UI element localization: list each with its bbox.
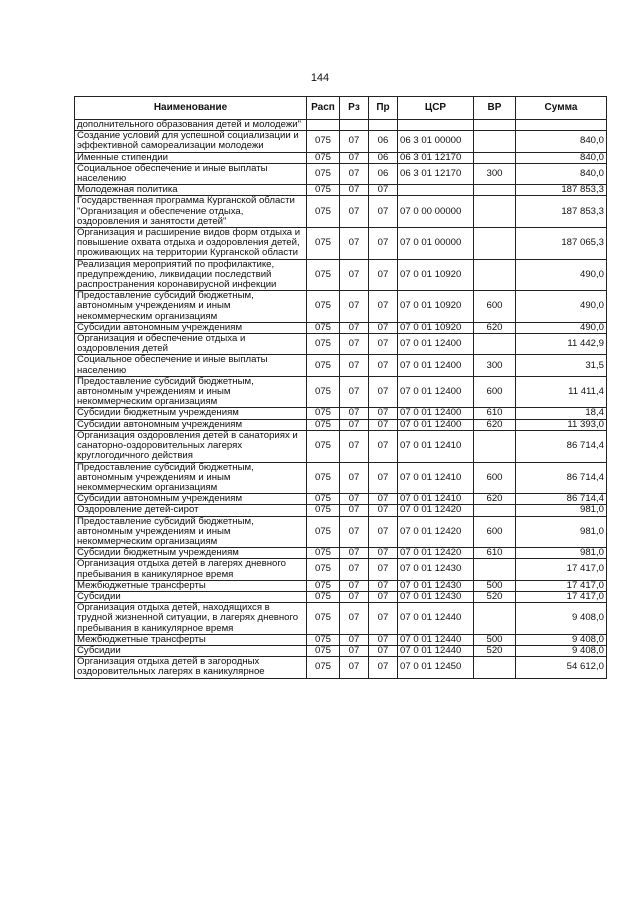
cell-rasp: 075 xyxy=(307,505,340,516)
table-row xyxy=(75,196,607,228)
cell-rz: 07 xyxy=(340,657,369,678)
table-row xyxy=(75,376,607,408)
cell-rasp: 075 xyxy=(307,152,340,163)
cell-name: Субсидии автономным учреждениям xyxy=(75,494,307,505)
cell-csr: 07 0 01 12440 xyxy=(398,645,474,656)
page-number: 144 xyxy=(310,72,330,84)
cell-name: Межбюджетные трансферты xyxy=(75,580,307,591)
cell-pr: 07 xyxy=(369,494,398,505)
cell-pr: 06 xyxy=(369,163,398,184)
cell-pr: 07 xyxy=(369,634,398,645)
cell-name: Субсидии автономным учреждениям xyxy=(75,322,307,333)
cell-rasp: 075 xyxy=(307,430,340,462)
cell-pr: 07 xyxy=(369,645,398,656)
cell-rz: 07 xyxy=(340,152,369,163)
cell-sum: 981,0 xyxy=(516,505,607,516)
cell-rz: 07 xyxy=(340,505,369,516)
cell-rz: 07 xyxy=(340,430,369,462)
cell-csr: 07 0 01 12440 xyxy=(398,634,474,645)
cell-pr: 06 xyxy=(369,131,398,152)
cell-csr: 07 0 01 12400 xyxy=(398,408,474,419)
cell-sum: 840,0 xyxy=(516,152,607,163)
cell-vr: 620 xyxy=(474,494,516,505)
cell-name: Создание условий для успешной социализации и эффективной самореализации молодежи xyxy=(75,131,307,152)
table-row xyxy=(75,259,607,291)
cell-csr: 07 0 00 00000 xyxy=(398,196,474,228)
budget-table xyxy=(74,96,607,679)
cell-pr: 07 xyxy=(369,334,398,355)
cell-pr: 07 xyxy=(369,657,398,678)
cell-csr: 07 0 01 00000 xyxy=(398,228,474,260)
cell-vr: 500 xyxy=(474,580,516,591)
table-row xyxy=(75,462,607,494)
cell-name: Организация и обеспечение отдыха и оздоровления детей xyxy=(75,334,307,355)
cell-pr: 07 xyxy=(369,505,398,516)
cell-rz: 07 xyxy=(340,462,369,494)
table-row xyxy=(75,163,607,184)
cell-pr: 07 xyxy=(369,603,398,635)
cell-rasp: 075 xyxy=(307,494,340,505)
cell-name: Субсидии автономным учреждениям xyxy=(75,419,307,430)
cell-name: Предоставление субсидий бюджетным, автономным учреждениям и иным некоммерческим организациям xyxy=(75,516,307,548)
cell-rz: 07 xyxy=(340,548,369,559)
cell-sum: 187 853,3 xyxy=(516,185,607,196)
cell-vr xyxy=(474,120,516,131)
cell-rz: 07 xyxy=(340,196,369,228)
cell-csr: 06 3 01 00000 xyxy=(398,131,474,152)
cell-csr: 07 0 01 12420 xyxy=(398,505,474,516)
header-pr: Пр xyxy=(369,97,398,120)
cell-pr: 07 xyxy=(369,185,398,196)
cell-csr: 07 0 01 12450 xyxy=(398,657,474,678)
cell-rasp: 075 xyxy=(307,291,340,323)
cell-vr: 600 xyxy=(474,462,516,494)
cell-csr: 07 0 01 12400 xyxy=(398,334,474,355)
table-row xyxy=(75,603,607,635)
cell-sum: 981,0 xyxy=(516,548,607,559)
cell-rasp: 075 xyxy=(307,548,340,559)
cell-pr: 07 xyxy=(369,259,398,291)
table-row xyxy=(75,291,607,323)
cell-name: дополнительного образования детей и молодежи" xyxy=(75,120,307,131)
cell-rasp: 075 xyxy=(307,185,340,196)
cell-sum: 17 417,0 xyxy=(516,559,607,580)
table-row xyxy=(75,580,607,591)
header-sum: Сумма xyxy=(516,97,607,120)
cell-rz: 07 xyxy=(340,355,369,376)
cell-vr xyxy=(474,657,516,678)
header-rz: Рз xyxy=(340,97,369,120)
table-row xyxy=(75,355,607,376)
cell-sum: 11 442,9 xyxy=(516,334,607,355)
cell-rasp: 075 xyxy=(307,419,340,430)
table-row xyxy=(75,419,607,430)
cell-sum: 54 612,0 xyxy=(516,657,607,678)
cell-vr: 600 xyxy=(474,516,516,548)
cell-name: Субсидии xyxy=(75,591,307,602)
cell-rz: 07 xyxy=(340,494,369,505)
cell-csr: 07 0 01 12420 xyxy=(398,516,474,548)
cell-name: Предоставление субсидий бюджетным, автономным учреждениям и иным некоммерческим организациям xyxy=(75,376,307,408)
table-row xyxy=(75,430,607,462)
cell-name: Социальное обеспечение и иные выплаты населению xyxy=(75,355,307,376)
cell-pr: 07 xyxy=(369,419,398,430)
cell-rz: 07 xyxy=(340,580,369,591)
cell-rz: 07 xyxy=(340,334,369,355)
cell-csr: 07 0 01 10920 xyxy=(398,322,474,333)
cell-vr xyxy=(474,228,516,260)
cell-csr: 07 0 01 12400 xyxy=(398,355,474,376)
header-name: Наименование xyxy=(75,97,307,120)
cell-csr: 06 3 01 12170 xyxy=(398,163,474,184)
cell-rasp xyxy=(307,120,340,131)
cell-rasp: 075 xyxy=(307,131,340,152)
cell-name: Социальное обеспечение и иные выплаты населению xyxy=(75,163,307,184)
cell-vr xyxy=(474,334,516,355)
cell-vr xyxy=(474,196,516,228)
table-row xyxy=(75,322,607,333)
cell-name: Предоставление субсидий бюджетным, автономным учреждениям и иным некоммерческим организациям xyxy=(75,291,307,323)
cell-sum: 9 408,0 xyxy=(516,603,607,635)
cell-vr xyxy=(474,259,516,291)
cell-rz: 07 xyxy=(340,131,369,152)
cell-rasp: 075 xyxy=(307,228,340,260)
cell-rz: 07 xyxy=(340,376,369,408)
header-rasp: Расп xyxy=(307,97,340,120)
cell-rz: 07 xyxy=(340,291,369,323)
table-row xyxy=(75,591,607,602)
cell-rasp: 075 xyxy=(307,376,340,408)
cell-csr: 07 0 01 12440 xyxy=(398,603,474,635)
cell-sum: 840,0 xyxy=(516,131,607,152)
cell-csr: 07 0 01 10920 xyxy=(398,259,474,291)
cell-pr: 07 xyxy=(369,548,398,559)
cell-sum: 9 408,0 xyxy=(516,645,607,656)
cell-name: Оздоровление детей-сирот xyxy=(75,505,307,516)
cell-rz xyxy=(340,120,369,131)
cell-rz: 07 xyxy=(340,185,369,196)
table-row xyxy=(75,657,607,678)
cell-name: Реализация мероприятий по профилактике, предупреждению, ликвидации последствий распространения коронавирусной инфекции xyxy=(75,259,307,291)
cell-name: Организация отдыха детей в лагерях дневного пребывания в каникулярное время xyxy=(75,559,307,580)
cell-vr: 600 xyxy=(474,376,516,408)
cell-sum: 840,0 xyxy=(516,163,607,184)
cell-name: Организация и расширение видов форм отдыха и повышение охвата отдыха и оздоровления детей, проживающих на территории Курганской области xyxy=(75,228,307,260)
cell-sum: 86 714,4 xyxy=(516,462,607,494)
cell-sum: 18,4 xyxy=(516,408,607,419)
cell-vr: 610 xyxy=(474,408,516,419)
cell-rz: 07 xyxy=(340,603,369,635)
table-row xyxy=(75,559,607,580)
cell-vr: 620 xyxy=(474,322,516,333)
cell-pr: 07 xyxy=(369,376,398,408)
cell-rasp: 075 xyxy=(307,355,340,376)
table-body xyxy=(75,120,607,679)
cell-pr: 07 xyxy=(369,559,398,580)
cell-name: Организация отдыха детей, находящихся в трудной жизненной ситуации, в лагерях дневного пребывания в каникулярное время xyxy=(75,603,307,635)
cell-rz: 07 xyxy=(340,163,369,184)
cell-name: Межбюджетные трансферты xyxy=(75,634,307,645)
cell-sum: 17 417,0 xyxy=(516,580,607,591)
cell-rasp: 075 xyxy=(307,322,340,333)
cell-rasp: 075 xyxy=(307,196,340,228)
cell-vr: 520 xyxy=(474,591,516,602)
cell-rasp: 075 xyxy=(307,657,340,678)
cell-vr xyxy=(474,131,516,152)
cell-rasp: 075 xyxy=(307,408,340,419)
cell-name: Предоставление субсидий бюджетным, автономным учреждениям и иным некоммерческим организациям xyxy=(75,462,307,494)
cell-vr: 520 xyxy=(474,645,516,656)
cell-sum: 17 417,0 xyxy=(516,591,607,602)
cell-name: Именные стипендии xyxy=(75,152,307,163)
cell-rasp: 075 xyxy=(307,591,340,602)
table-row xyxy=(75,408,607,419)
cell-rz: 07 xyxy=(340,516,369,548)
cell-name: Субсидии бюджетным учреждениям xyxy=(75,408,307,419)
cell-vr: 620 xyxy=(474,419,516,430)
cell-rz: 07 xyxy=(340,559,369,580)
cell-rasp: 075 xyxy=(307,580,340,591)
table-row xyxy=(75,548,607,559)
table-row xyxy=(75,185,607,196)
cell-pr: 07 xyxy=(369,322,398,333)
table-row xyxy=(75,131,607,152)
cell-sum: 11 393,0 xyxy=(516,419,607,430)
cell-rasp: 075 xyxy=(307,462,340,494)
cell-rz: 07 xyxy=(340,408,369,419)
cell-vr xyxy=(474,152,516,163)
cell-csr: 06 3 01 12170 xyxy=(398,152,474,163)
cell-vr: 600 xyxy=(474,291,516,323)
cell-sum: 9 408,0 xyxy=(516,634,607,645)
cell-vr: 300 xyxy=(474,355,516,376)
cell-vr xyxy=(474,505,516,516)
cell-pr: 07 xyxy=(369,196,398,228)
cell-vr: 610 xyxy=(474,548,516,559)
table-header xyxy=(75,97,607,120)
table-row xyxy=(75,228,607,260)
cell-rasp: 075 xyxy=(307,634,340,645)
cell-csr: 07 0 01 12430 xyxy=(398,591,474,602)
header-vr: ВР xyxy=(474,97,516,120)
cell-vr xyxy=(474,185,516,196)
table-row xyxy=(75,505,607,516)
cell-csr xyxy=(398,185,474,196)
cell-csr: 07 0 01 12400 xyxy=(398,376,474,408)
cell-rasp: 075 xyxy=(307,645,340,656)
cell-rasp: 075 xyxy=(307,559,340,580)
cell-rz: 07 xyxy=(340,591,369,602)
cell-csr: 07 0 01 12400 xyxy=(398,419,474,430)
cell-sum: 31,5 xyxy=(516,355,607,376)
cell-csr: 07 0 01 12430 xyxy=(398,580,474,591)
cell-name: Государственная программа Курганской области "Организация и обеспечение отдыха, оздоровления и занятости детей" xyxy=(75,196,307,228)
cell-pr: 07 xyxy=(369,430,398,462)
cell-rz: 07 xyxy=(340,634,369,645)
cell-sum: 11 411,4 xyxy=(516,376,607,408)
cell-vr: 500 xyxy=(474,634,516,645)
table-row xyxy=(75,334,607,355)
cell-sum: 187 853,3 xyxy=(516,196,607,228)
cell-sum: 981,0 xyxy=(516,516,607,548)
cell-name: Субсидии бюджетным учреждениям xyxy=(75,548,307,559)
cell-csr: 07 0 01 10920 xyxy=(398,291,474,323)
cell-rasp: 075 xyxy=(307,603,340,635)
cell-name: Молодежная политика xyxy=(75,185,307,196)
cell-sum xyxy=(516,120,607,131)
table-row xyxy=(75,494,607,505)
cell-pr xyxy=(369,120,398,131)
cell-pr: 07 xyxy=(369,591,398,602)
cell-csr: 07 0 01 12410 xyxy=(398,494,474,505)
cell-vr: 300 xyxy=(474,163,516,184)
header-csr: ЦСР xyxy=(398,97,474,120)
table-row xyxy=(75,152,607,163)
cell-sum: 86 714,4 xyxy=(516,494,607,505)
cell-rz: 07 xyxy=(340,322,369,333)
cell-csr: 07 0 01 12420 xyxy=(398,548,474,559)
cell-csr xyxy=(398,120,474,131)
cell-rasp: 075 xyxy=(307,334,340,355)
cell-pr: 07 xyxy=(369,516,398,548)
cell-pr: 07 xyxy=(369,580,398,591)
header-row xyxy=(75,97,607,120)
table-row xyxy=(75,634,607,645)
cell-vr xyxy=(474,430,516,462)
cell-rz: 07 xyxy=(340,259,369,291)
cell-pr: 06 xyxy=(369,152,398,163)
table-row xyxy=(75,516,607,548)
cell-rasp: 075 xyxy=(307,259,340,291)
cell-name: Субсидии xyxy=(75,645,307,656)
cell-pr: 07 xyxy=(369,228,398,260)
cell-sum: 187 065,3 xyxy=(516,228,607,260)
cell-sum: 86 714,4 xyxy=(516,430,607,462)
cell-rasp: 075 xyxy=(307,163,340,184)
cell-sum: 490,0 xyxy=(516,259,607,291)
cell-rz: 07 xyxy=(340,645,369,656)
cell-sum: 490,0 xyxy=(516,291,607,323)
cell-pr: 07 xyxy=(369,408,398,419)
cell-vr xyxy=(474,603,516,635)
cell-pr: 07 xyxy=(369,462,398,494)
cell-rasp: 075 xyxy=(307,516,340,548)
cell-name: Организация оздоровления детей в санаториях и санаторно-оздоровительных лагерях круглогодичного действия xyxy=(75,430,307,462)
cell-csr: 07 0 01 12410 xyxy=(398,430,474,462)
table-row xyxy=(75,645,607,656)
cell-rz: 07 xyxy=(340,419,369,430)
cell-rz: 07 xyxy=(340,228,369,260)
cell-name: Организация отдыха детей в загородных оздоровительных лагерях в каникулярное xyxy=(75,657,307,678)
table-row xyxy=(75,120,607,131)
cell-csr: 07 0 01 12430 xyxy=(398,559,474,580)
cell-sum: 490,0 xyxy=(516,322,607,333)
cell-pr: 07 xyxy=(369,291,398,323)
cell-vr xyxy=(474,559,516,580)
cell-pr: 07 xyxy=(369,355,398,376)
cell-csr: 07 0 01 12410 xyxy=(398,462,474,494)
